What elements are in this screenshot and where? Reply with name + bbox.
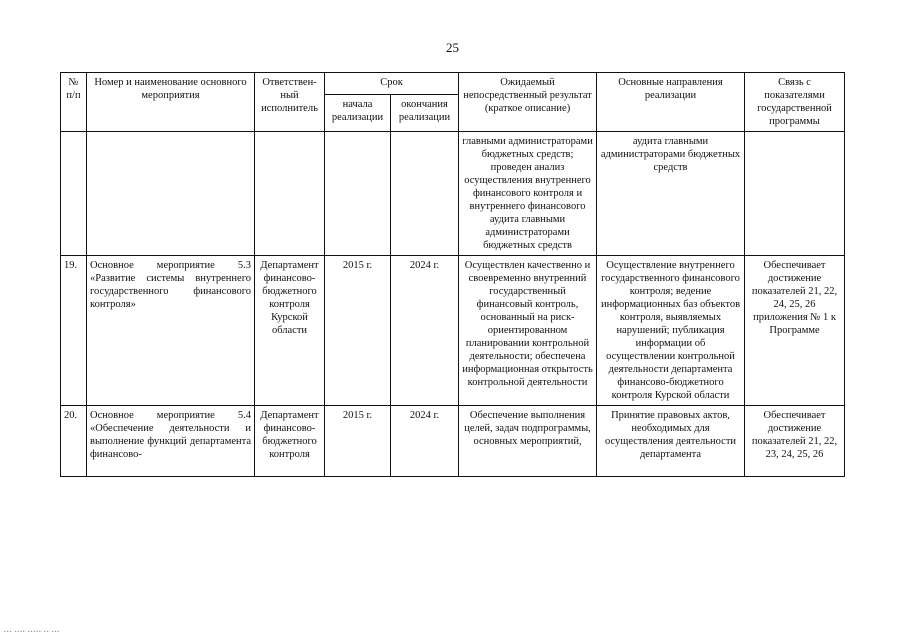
row-end (391, 132, 459, 256)
header-start: начала реализации (325, 95, 391, 132)
header-name: Номер и наименование основного мероприятия (87, 73, 255, 132)
row-directions: Принятие правовых актов, необходимых для осуществления деятельности департамента (604, 410, 737, 460)
row-directions: Осуществление внутреннего государственного финансового контроля; ведение информационных баз объектов контроля, выявляемых нарушений; публикация информации об осуществлении контрольной деятельности департамента финансово-бюджетного контроля Курской области (597, 256, 745, 406)
row-responsible (255, 132, 325, 256)
table-row (61, 256, 845, 406)
row-name: Основное мероприятие 5.3 «Развитие системы внутреннего государственного финансового контроля» (87, 256, 255, 406)
row-directions: аудита главными администраторами бюджетных средств (597, 132, 745, 256)
row-num: 19. (61, 256, 87, 406)
page-number: 25 (446, 40, 459, 55)
row-name (87, 132, 255, 256)
header-row (61, 73, 845, 95)
row-start (325, 132, 391, 256)
header-directions: Основные направления реализации (597, 73, 745, 132)
row-start: 2015 г. (342, 410, 373, 421)
table-row (61, 406, 845, 477)
header-end: окончания реализации (391, 95, 459, 132)
row-end: 2024 г. (409, 410, 440, 421)
header-num: № п/п (61, 73, 87, 132)
row-name: Основное мероприятие 5.4 «Обеспечение деятельности и выполнение функций департамента финансово- (90, 410, 251, 460)
measures-table (60, 72, 845, 477)
table-row (61, 132, 845, 256)
row-num (61, 132, 87, 256)
row-result: Обеспечение выполнения целей, задач подпрограммы, основных мероприятий, (464, 410, 591, 447)
row-responsible: Департамент финансово-бюджетного контроля Курской области (255, 256, 325, 406)
row-start: 2015 г. (325, 256, 391, 406)
scan-footer-mark: ▪▪▪ ▪▪▪▪ ▪▪▪▪▪ ▪▪ ▪▪▪ (4, 630, 61, 635)
row-result: Осуществлен качественно и своевременно внутренний государственный финансовый контроль, основанный на риск-ориентированном планировании контрольной деятельности; обеспечена информационная открытость контрольной деятельности (459, 256, 597, 406)
header-result: Ожидаемый непосредственный результат (краткое описание) (459, 73, 597, 132)
row-link: Обеспечивает достижение показателей 21, 22, 24, 25, 26 приложения № 1 к Программе (745, 256, 845, 406)
header-link: Связь с показателями государственной программы (745, 73, 845, 132)
row-link (745, 132, 845, 256)
row-end: 2024 г. (391, 256, 459, 406)
row-num: 20. (64, 410, 78, 421)
header-term: Срок (325, 73, 459, 95)
row-link: Обеспечивает достижение показателей 21, 22, 23, 24, 25, 26 (751, 410, 838, 460)
row-responsible: Департамент финансово-бюджетного контроля (260, 410, 319, 460)
row-result: главными администраторами бюджетных средств; проведен анализ осуществления внутреннего финансового контроля и внутреннего финансового аудита главными администраторами бюджетных средств (459, 132, 597, 256)
header-responsible: Ответствен-ный исполнитель (255, 73, 325, 132)
